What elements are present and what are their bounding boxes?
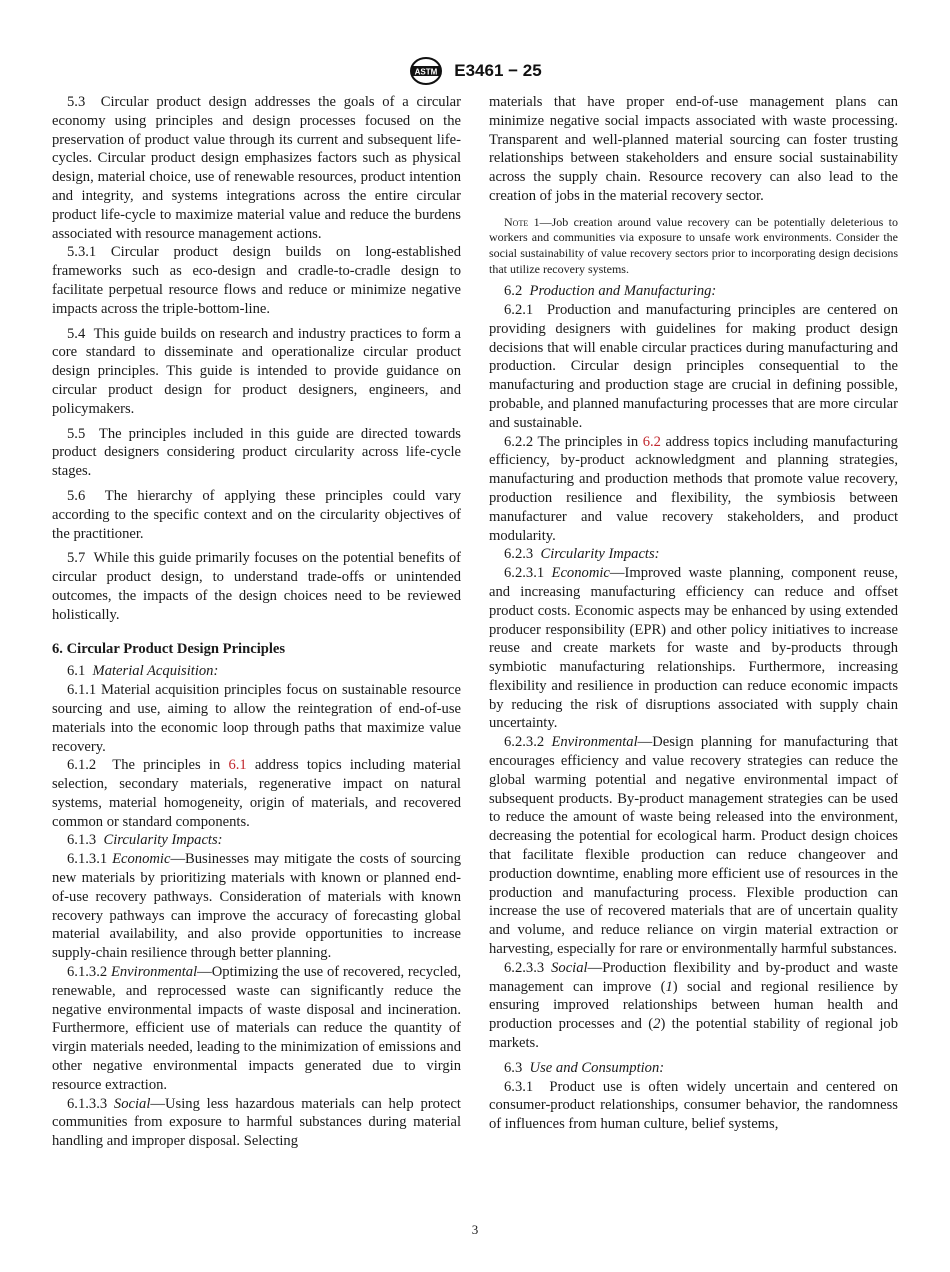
paragraph-6-2-3-1: 6.2.3.1 Economic—Improved waste planning, component reuse, and increasing manufacturing efficiency can reduce and offset product costs. Economic aspects may be enhanced by using extended producer responsibility (EPR) and other policy initiatives to increase reuse and create markets for waste and by-products through symbiotic manufacturing relationships. Furthermore, increasing flexibility and resilience in production can reduce economic impacts by reducing the risk of disruptions associated with supply chain uncertainty. <box>489 565 898 732</box>
paragraph-6-1-3-3-continued: materials that have proper end-of-use management plans can minimize negative social impacts associated with waste processing. Transparent and well-planned material sourcing can foster trusting relationships between stakeholders and ensure social sustainability across the supply chain. Resource recovery can also lead to the creation of jobs in the material recovery sector. <box>489 94 898 204</box>
paragraph-5-3-1: 5.3.1 Circular product design builds on long-established frameworks such as eco-design and cradle-to-cradle design to facilitate perpetual resource flows and reduce or minimize negative impacts across the triple-bottom-line. <box>52 244 461 317</box>
paragraph-6-1-2: 6.1.2 The principles in 6.1 address topics including material selection, secondary materials, regenerative impact on natural systems, material homogeneity, origin of materials, and recovered common or standard components. <box>52 757 461 830</box>
paragraph-6-2-2: 6.2.2 The principles in 6.2 address topics including manufacturing efficiency, by-product acknowledgment and planning strategies, manufacturing and production methods that promote value recovery, production resilience and flexibility, the symbiosis between manufacturer and value recovery stakeholders, and product modularity. <box>489 433 898 544</box>
paragraph-5-7: 5.7 While this guide primarily focuses on the potential benefits of circular product design, to understand trade-offs or unintended outcomes, the impacts of the design choices need to be reviewed holistically. <box>52 550 461 623</box>
right-column <box>489 93 898 1134</box>
paragraph-6-1-1: 6.1.1 Material acquisition principles focus on sustainable resource sourcing and use, aiming to allow the reintegration of end-of-use materials into the economic loop through paths that maximize value recovery. <box>52 682 461 755</box>
paragraph-6-2-3: 6.2.3 Circularity Impacts: <box>504 546 660 563</box>
section-6-2-link[interactable]: 6.2 <box>642 433 661 450</box>
paragraph-6-1: 6.1 Material Acquisition: <box>67 663 219 680</box>
paragraph-6-2: 6.2 Production and Manufacturing: <box>504 283 717 300</box>
section-6-1-link[interactable]: 6.1 <box>228 757 247 774</box>
page-header <box>0 56 950 86</box>
section-6-heading: 6. Circular Product Design Principles <box>52 640 286 657</box>
page-number: 3 <box>471 1222 479 1237</box>
paragraph-6-1-3-2: 6.1.3.2 Environmental—Optimizing the use of recovered, recycled, renewable, and reprocessed waste can significantly reduce the negative environmental impacts of waste disposal and incineration. Furthermore, efficient use of materials can reduce the quantity of virgin materials needed, leading to the minimization of emissions and other negative environmental impacts generated due to virgin resource extraction. <box>52 964 461 1093</box>
paragraph-5-3: 5.3 Circular product design addresses the goals of a circular economy using principles and design processes focused on the preservation of product value through its current and subsequent life-cycles. Circular product design emphasizes factors such as physical design, material choice, use of renewable resources, product intention and integrity, and systems integrations across the entire circular product life-cycle to maximize material value and reduce the burdens associated with resource management actions. <box>52 94 461 242</box>
paragraph-6-3-1: 6.3.1 Product use is often widely uncertain and centered on consumer-product relationships, consumer behavior, the randomness of influences from human culture, belief systems, <box>489 1078 899 1133</box>
paragraph-5-6: 5.6 The hierarchy of applying these principles could vary according to the specific context and on the circularity objectives of the practitioner. <box>52 487 461 542</box>
paragraph-5-4: 5.4 This guide builds on research and industry practices to form a core standard to disseminate and operationalize circular product design principles. This guide is intended to provide guidance on circular product design for product designers, engineers, and policymakers. <box>52 325 461 417</box>
paragraph-6-1-3-3: 6.1.3.3 Social—Using less hazardous materials can help protect communities from exposure to harmful substances during material handling and improper disposal. Selecting <box>52 1095 461 1150</box>
paragraph-6-2-3-2: 6.2.3.2 Environmental—Design planning for manufacturing that encourages efficiency and value recovery strategies can reduce the global warming potential and negative environmental impact of subsequent products. By-product management strategies can be used to reduce the amount of waste being released into the environment, decreasing the potential for ecological harm. Product design choices that facilitate flexible production can reduce changeover and production downtime, enabling more efficient use of resources in the production and manufacturing process. Flexible production can increase the use of recovered materials that are of uncertain quality and volume, and reduce reliance on virgin material extraction or harvesting, especially for rare or environmentally harmful substances. <box>489 734 898 958</box>
left-column <box>52 93 461 1151</box>
note-1: Note 1—Job creation around value recovery can be potentially deleterious to workers and communities via exposure to unsafe work environments. Consider the social sustainability of value recovery sectors prior to incorporating design decisions that utilize recovery systems. <box>489 214 898 276</box>
paragraph-6-3: 6.3 Use and Consumption: <box>504 1059 665 1076</box>
svg-text:ASTM: ASTM <box>414 67 438 77</box>
paragraph-6-1-3: 6.1.3 Circularity Impacts: <box>67 832 223 849</box>
paragraph-6-2-3-3: 6.2.3.3 Social—Production flexibility and by-product and waste management can improve (1) social and regional resilience by ensuring improved relationships between human health and production processes and (2) the potential stability of regional job markets. <box>489 959 899 1052</box>
paragraph-6-1-3-1: 6.1.3.1 Economic—Businesses may mitigate the costs of sourcing new materials by prioritizing materials with known or planned end-of-use recovery pathways. Consideration of materials with known recovery pathways can improve the accuracy of forecasting global material availability, and also provide opportunities to increase supply-chain resilience through better planning. <box>52 851 462 962</box>
astm-logo-icon <box>408 56 444 86</box>
standard-designation: E3461 − 25 <box>454 61 542 80</box>
paragraph-6-2-1: 6.2.1 Production and manufacturing principles are centered on providing designers with guidelines for making product design decisions that will enable circular practices during manufacturing and production. Circular design principles consequential to the manufacturing and production stage are crucial in defining possible, probable, and planned manufacturing processes that are more circular and sustainable. <box>489 301 899 431</box>
paragraph-5-5: 5.5 The principles included in this guide are directed towards product designers considering product circularity across life-cycle stages. <box>52 425 461 480</box>
